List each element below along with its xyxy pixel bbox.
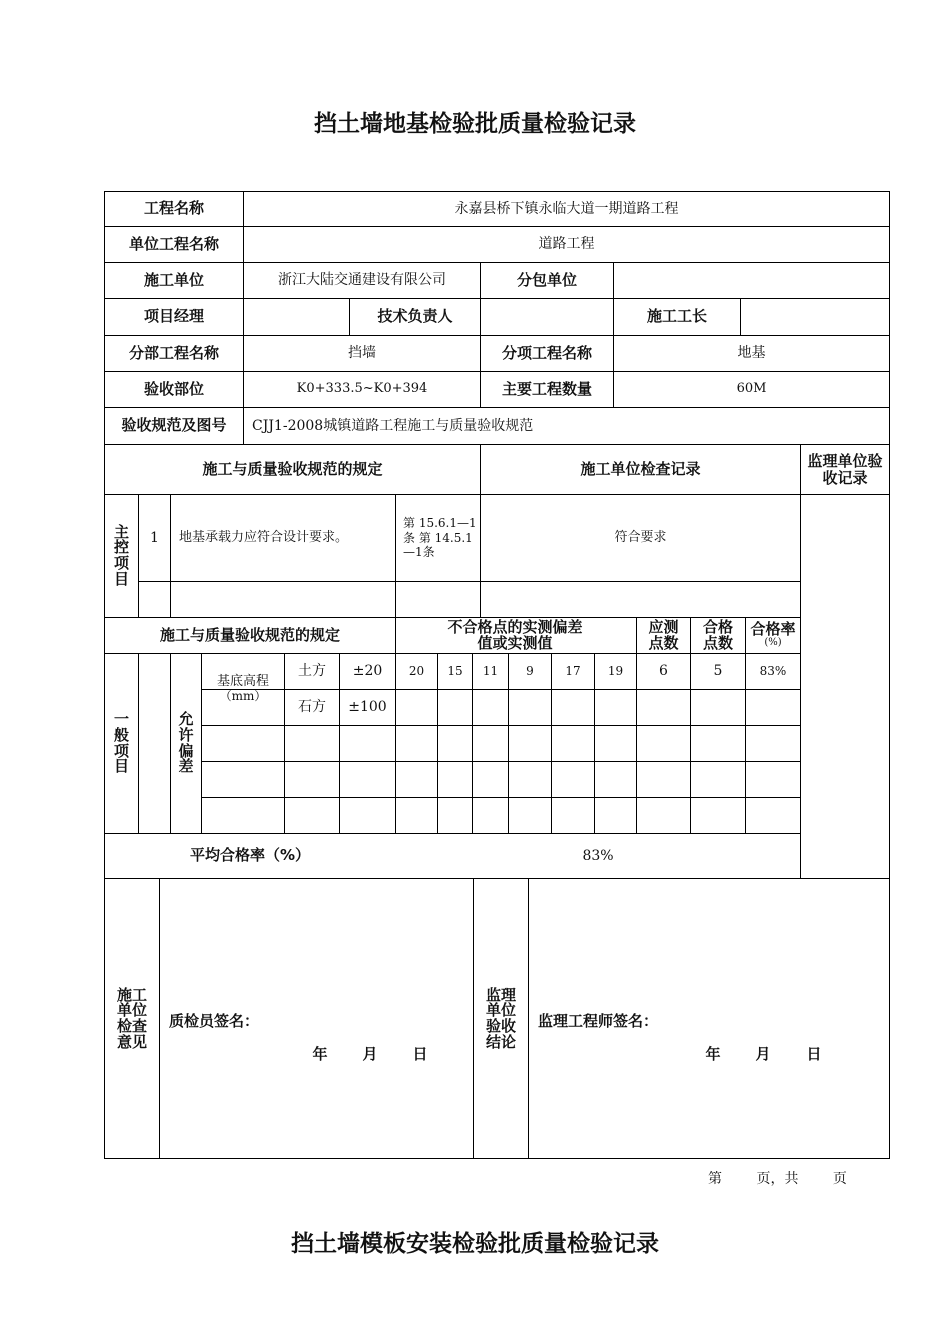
row1-pass: 5 bbox=[713, 663, 723, 680]
foreman-label: 施工工长 bbox=[646, 307, 707, 326]
average-label: 平均合格率（%） bbox=[189, 846, 311, 865]
inspector-sign-label: 质检员签名： bbox=[169, 1012, 260, 1031]
item-unit: （mm） bbox=[219, 689, 267, 704]
page-number-prefix: 第 bbox=[708, 1171, 722, 1187]
rate-header bbox=[746, 618, 800, 653]
main-control-record: 符合要求 bbox=[614, 529, 667, 545]
main-control-no: 1 bbox=[150, 529, 159, 546]
main-control-content: 地基承载力应符合设计要求。 bbox=[179, 529, 349, 545]
quantity-label: 主要工程数量 bbox=[501, 379, 592, 398]
main-control-label: 主控项目 bbox=[113, 522, 129, 588]
page-number-suffix: 页 bbox=[832, 1171, 847, 1187]
contractor-label: 施工单位 bbox=[143, 270, 204, 289]
rate-header-label: 合格率 bbox=[750, 620, 796, 639]
item-project-label: 分项工程名称 bbox=[501, 343, 592, 362]
page-title: 挡土墙地基检验批质量检验记录 bbox=[314, 111, 636, 137]
general-label: 一般项目 bbox=[113, 710, 129, 776]
row2-tolerance: ±100 bbox=[348, 699, 387, 716]
average-value: 83% bbox=[582, 847, 614, 864]
allow-label: 允许偏差 bbox=[178, 710, 194, 776]
pm-label: 项目经理 bbox=[143, 307, 204, 326]
row1-value-1: 20 bbox=[408, 663, 425, 678]
row1-value-6: 19 bbox=[607, 663, 624, 678]
supervisor-year: 年 bbox=[705, 1045, 721, 1064]
unit-project-label: 单位工程名称 bbox=[128, 234, 219, 253]
row1-value-4: 9 bbox=[526, 663, 534, 678]
tech-lead bbox=[481, 299, 613, 335]
location: K0+333.5~K0+394 bbox=[296, 381, 428, 397]
engineer-sign-label: 监理工程师签名： bbox=[538, 1012, 659, 1031]
page-number bbox=[708, 1168, 847, 1188]
row1-value-2: 15 bbox=[447, 663, 463, 678]
project-name: 永嘉县桥下镇永临大道一期道路工程 bbox=[454, 200, 679, 217]
spec-label: 验收规范及图号 bbox=[121, 416, 227, 435]
subcontractor bbox=[614, 263, 889, 298]
row1-value-3: 11 bbox=[482, 663, 499, 678]
row1-type: 土方 bbox=[298, 663, 326, 680]
row1-rate: 83% bbox=[759, 663, 787, 678]
sub-project: 挡墙 bbox=[348, 345, 376, 362]
contractor-opinion-label: 施工单位检查意见 bbox=[116, 985, 147, 1051]
pm bbox=[244, 299, 349, 335]
base-elevation-item bbox=[202, 654, 284, 725]
row2-type: 石方 bbox=[298, 699, 326, 716]
contractor-year: 年 bbox=[312, 1045, 328, 1064]
subcontractor-label: 分包单位 bbox=[516, 270, 577, 289]
row1-value-5: 17 bbox=[565, 663, 581, 678]
supervisor-month: 月 bbox=[755, 1045, 771, 1064]
general-spec-header: 施工与质量验收规范的规定 bbox=[159, 625, 340, 644]
page-number-middle: 页，共 bbox=[756, 1171, 799, 1187]
main-control-clause: 第 15.6.1—1条 第 14.5.1—1条 bbox=[403, 516, 477, 560]
spec-rules-header: 施工与质量验收规范的规定 bbox=[202, 459, 383, 478]
supervisor-opinion-label: 监理单位验收结论 bbox=[485, 985, 516, 1051]
supervisor-record-header: 监理单位验收记录 bbox=[807, 452, 883, 487]
sub-project-label: 分部工程名称 bbox=[128, 343, 219, 362]
row1-should: 6 bbox=[659, 663, 668, 680]
project-name-label: 工程名称 bbox=[143, 199, 204, 218]
row1-tolerance: ±20 bbox=[352, 663, 383, 680]
measured-header: 不合格点的实测偏差值或实测值 bbox=[447, 617, 583, 652]
spec: CJJ1-2008城镇道路工程施工与质量验收规范 bbox=[252, 417, 534, 434]
tech-lead-label: 技术负责人 bbox=[377, 307, 453, 326]
contractor: 浙江大陆交通建设有限公司 bbox=[278, 272, 446, 289]
should-count-header: 应测点数 bbox=[648, 617, 679, 652]
location-label: 验收部位 bbox=[143, 379, 204, 398]
supervisor-day: 日 bbox=[806, 1045, 822, 1064]
unit-project: 道路工程 bbox=[538, 236, 595, 253]
item-name: 基底高程 bbox=[216, 674, 269, 690]
pass-count-header: 合格点数 bbox=[702, 617, 733, 652]
foreman bbox=[741, 299, 889, 335]
contractor-record-header: 施工单位检查记录 bbox=[580, 459, 701, 478]
contractor-month: 月 bbox=[362, 1045, 378, 1064]
quantity: 60M bbox=[736, 381, 767, 397]
next-page-title: 挡土墙模板安装检验批质量检验记录 bbox=[291, 1231, 659, 1257]
rate-header-unit: (%) bbox=[764, 637, 782, 649]
contractor-day: 日 bbox=[412, 1045, 428, 1064]
item-project: 地基 bbox=[737, 345, 766, 362]
